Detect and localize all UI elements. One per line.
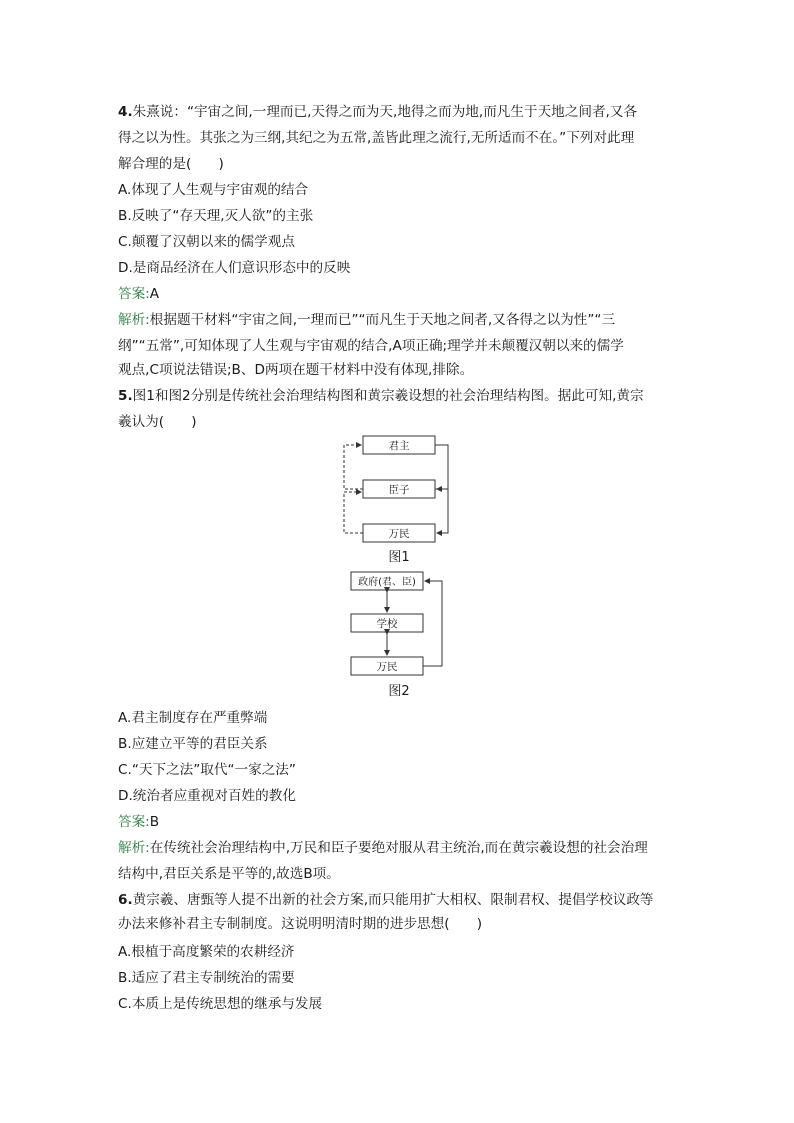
q6-stem-text-1: 黄宗羲、唐甄等人提不出新的社会方案,而只能用扩大相权、限制君权、提倡学校议政等	[132, 892, 654, 908]
figure-2-caption: 图2	[388, 684, 410, 699]
q4-answer	[118, 284, 159, 304]
q6-number: 6.	[118, 892, 133, 908]
q4-stem-text-1: 朱熹说：“宇宙之间,一理而已,天得之而为天,地得之而为地,而凡生于天地之间者,又各	[132, 104, 638, 120]
q4-option-a: A.体现了人生观与宇宙观的结合	[118, 182, 309, 198]
q5-analysis-line-2: 结构中,君臣关系是平等的,故选B项。	[118, 866, 340, 882]
q4-option-b: B.反映了“存天理,灭人欲”的主张	[118, 208, 314, 224]
q4-number: 4.	[118, 104, 133, 120]
fig2-label-school: 学校	[376, 618, 398, 630]
q6-stem-line-1	[118, 890, 654, 910]
q5-stem-line-1	[118, 386, 644, 406]
q6-option-a: A.根植于高度繁荣的农耕经济	[118, 944, 295, 960]
q5-option-d: D.统治者应重视对百姓的教化	[118, 788, 296, 804]
q5-answer-value: B	[149, 814, 160, 830]
fig1-command-arrow-upper	[435, 445, 448, 489]
fig2-label-people: 万民	[376, 661, 398, 673]
fig1-command-arrow-lower	[435, 489, 448, 533]
q4-analysis-text-1: 根据题干材料“宇宙之间,一理而已”“而凡生于天地之间者,又各得之以为性”“三	[149, 312, 616, 328]
q6-stem-line-2: 办法来修补君主专制制度。这说明明清时期的进步思想( )	[118, 916, 483, 932]
q4-analysis-line-3: 观点,C项说法错误;B、D两项在题干材料中没有体现,排除。	[118, 362, 474, 378]
q4-answer-value: A	[149, 286, 160, 302]
figure-2-diagram	[346, 568, 456, 680]
q4-stem-line-1	[118, 102, 637, 122]
q4-stem-line-2: 得之以为性。其张之为三纲,其纪之为五常,盖皆此理之流行,无所适而不在。”下列对此理	[118, 130, 635, 146]
fig1-label-minister: 臣子	[388, 484, 410, 496]
q5-option-c: C.“天下之法”取代“一家之法”	[118, 762, 296, 778]
q4-stem-line-3: 解合理的是( )	[118, 156, 224, 172]
q6-option-b: B.适应了君主专制统治的需要	[118, 970, 295, 986]
q5-answer-label: 答案:	[118, 814, 150, 830]
q5-analysis-line-1	[118, 838, 648, 858]
q5-option-b: B.应建立平等的君臣关系	[118, 736, 268, 752]
q5-stem-line-2: 羲认为( )	[118, 414, 197, 430]
q5-number: 5.	[118, 388, 133, 404]
q4-answer-label: 答案:	[118, 286, 150, 302]
fig2-label-government: 政府(君、臣)	[358, 577, 416, 588]
q5-answer	[118, 812, 159, 832]
figure-1-diagram	[330, 430, 470, 550]
fig1-obey-arrow-lower	[344, 492, 363, 533]
q4-analysis-label: 解析:	[118, 312, 150, 328]
fig1-label-people: 万民	[388, 528, 410, 540]
q5-analysis-text-1: 在传统社会治理结构中,万民和臣子要绝对服从君主统治,而在黄宗羲设想的社会治理	[149, 840, 648, 856]
q6-option-c: C.本质上是传统思想的继承与发展	[118, 996, 323, 1012]
q5-analysis-label: 解析:	[118, 840, 150, 856]
fig1-obey-arrow-upper	[344, 445, 363, 489]
q5-stem-text-1: 图1和图2分别是传统社会治理结构图和黄宗羲设想的社会治理结构图。据此可知,黄宗	[132, 388, 644, 404]
fig1-label-ruler: 君主	[388, 440, 410, 452]
q5-option-a: A.君主制度存在严重弊端	[118, 710, 268, 726]
q4-option-d: D.是商品经济在人们意识形态中的反映	[118, 260, 351, 276]
fig2-arrow-people-gov	[423, 581, 442, 666]
figure-1-caption: 图1	[388, 550, 410, 565]
q4-analysis-line-1	[118, 310, 615, 330]
q4-option-c: C.颠覆了汉朝以来的儒学观点	[118, 234, 295, 250]
q4-analysis-line-2: 纲”“五常”,可知体现了人生观与宇宙观的结合,A项正确;理学并未颠覆汉朝以来的儒学	[118, 338, 624, 354]
